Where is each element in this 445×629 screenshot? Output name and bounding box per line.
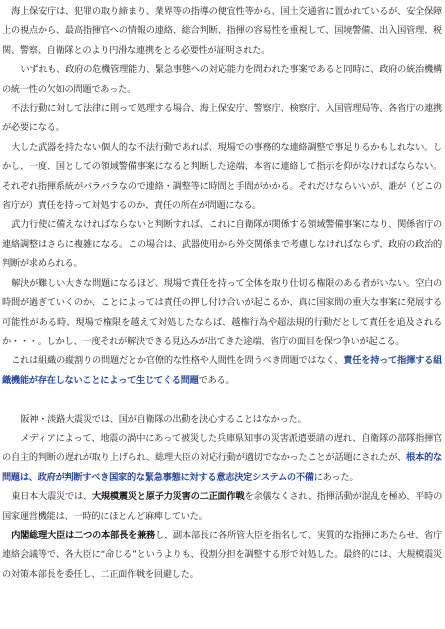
east-japan-tail-text: を余儀なくされ、指揮活動が混乱を極め、平時の国家運営機能は、一時的にほとんど麻痺していた。 — [2, 491, 443, 522]
highlight-decision-system: 根本的な問題は、政府が判断すべき国家的な緊急事態に対する意志決定システムの不備 — [2, 452, 442, 483]
paragraph-illegal-acts: 不法行動に対して法律に則って処理する場合、海上保安庁、警察庁、検察庁、入国管理局等、各省庁の連携が必要になる。 — [2, 103, 442, 134]
paragraph-coast-guard: 海上保安庁は、犯罪の取り締まり、業界等の指導の便宜性等から、国土交通省に置かれているが、安全保障上の視点から、最高指揮官への情報の連絡、総合判断、指揮の容易性を重視して、国境警備、出入国管理、税関、警察、自衛隊とのより円滑な連携をとる必要性が証明された。 — [2, 6, 442, 56]
paragraph-prime-minister — [2, 526, 442, 584]
east-japan-lead-text: 東日本大震災では、 — [11, 491, 92, 503]
prime-minister-rest-text: し、副本部長に各所管大臣を指名して、実質的な指揮にあたらせ、省庁連絡会議等で、各大臣に“命じる”というよりも、役割分担を調整する形で対処した。最終的には、大規模震災の対策本部長を委任し、二正面作戦を回避した。 — [2, 529, 443, 580]
media-tail-text: にあった。 — [313, 471, 359, 483]
document-page — [2, 2, 442, 584]
paragraph-media-coverage — [2, 429, 442, 487]
paragraph-hanshin-earthquake: 阪神・淡路大震災では、国が自衛隊の出動を決心することはなかった。 — [20, 413, 307, 425]
highlight-two-front-operation: 大規模震災と原子力災害の二正面作戦 — [91, 491, 245, 503]
paragraph-crisis-management: いずれも、政府の危機管理能力、緊急事態への対応能力を問われた事案であると同時に、政府の統治機構の統一性の欠如の問題であった。 — [2, 64, 442, 95]
conclusion-tail-text: である。 — [198, 374, 235, 386]
paragraph-authority-vacuum: 解決が難しい大きな問題になるほど、現場で責任を持って全体を取り仕切る権限のある者がいない。空白の時間が過ぎていくのか、ことによっては責任の押し付け合いが起こるか、真に国家間の重大な事案に発展する可能性がある時、現場で権限を越えて対処したならば、越権行為や超法規的行動だとして責任を追及されるか・・・。しかし、一度それが解決できる見込みが出てきた途端、省庁の面目を保つ争いが起こる。 — [2, 277, 442, 347]
paragraph-great-east-japan-earthquake — [2, 487, 442, 526]
paragraph-conclusion — [2, 351, 442, 390]
highlight-prime-minister-dual-role: 内閣総理大臣は二つの本部長を兼務 — [11, 529, 156, 541]
media-lead-text: メディアによって、地震の渦中にあって被災した兵庫県知事の災害派遣要請の遅れ、自衛隊の部隊指揮官の自主的判断の遅れが取り上げられ、総理大臣の対応行動が適切でなかったことが話題にされたが、 — [2, 432, 442, 464]
section-gap — [2, 390, 442, 409]
paragraph-individual-acts: 大した武器を持たない個人的な不法行動であれば、現場での事務的な連絡調整で事足りるかもしれない。しかし、一度、国としての領域警備事案になると判断した途端、本省に連絡して指示を仰がなければならない。それぞれ指揮系統がバラバラなので連絡・調整等に時間と手間がかかる。それだけならいいが、誰が（どこの省庁が）責任を持って対処するのか、責任の所在が問題になる。 — [2, 141, 442, 212]
highlight-command-gap: 責任を持って指揮する組織機能が存在しないことによって生じてくる問題 — [2, 355, 443, 386]
paragraph-use-of-force: 武力行使に備えなければならないと判断すれば、これに自衛隊が関係する領域警備事案になり、関係省庁の連絡調整はさらに複雑になる。この場合は、武器使用から外交関係まで考慮しなければならず、政府の政治的判断が求められる。 — [2, 219, 442, 270]
conclusion-lead-text: これは組織の縦割りの問題だとか官僚的な性格や人間性を問うべき問題ではなく、 — [11, 355, 344, 367]
